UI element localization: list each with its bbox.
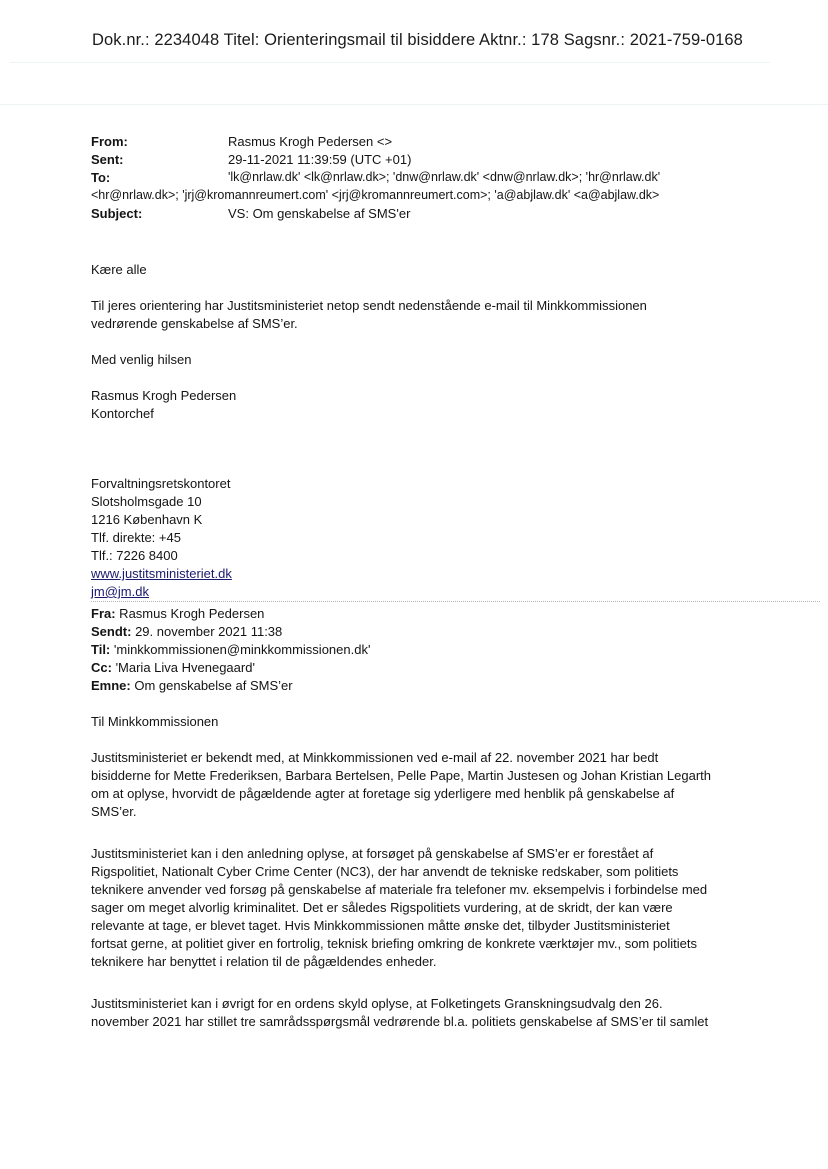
fwd-to — [91, 641, 370, 659]
forward-separator — [91, 601, 820, 602]
scan-artifact — [10, 62, 770, 63]
subject-label: Subject: — [91, 206, 143, 221]
phone-main: Tlf.: 7226 8400 — [91, 548, 178, 563]
sent-label: Sent: — [91, 152, 124, 167]
city-address: 1216 København K — [91, 512, 203, 527]
from-label: From: — [91, 134, 128, 149]
fwd-cc — [91, 659, 255, 677]
fwd-from-label: Fra: — [91, 606, 116, 621]
paragraph-line: november 2021 har stillet tre samrådsspørgsmål vedrørende bl.a. politiets genskabelse af SMS’er til samlet — [91, 1014, 709, 1029]
street-address: Slotsholmsgade 10 — [91, 494, 202, 509]
greeting: Kære alle — [91, 262, 147, 277]
fwd-salutation: Til Minkkommissionen — [91, 714, 219, 729]
paragraph-line: Justitsministeriet kan i den anledning oplyse, at forsøget på genskabelse af SMS’er er forestået af — [91, 846, 654, 861]
paragraph-1 — [91, 750, 711, 822]
paragraph-line: fortsat gerne, at politiet giver en fortrolig, teknisk briefing omkring de konkrete værktøjer mv., som politiets — [91, 936, 697, 951]
paragraph-line: Justitsministeriet er bekendt med, at Minkkommissionen ved e-mail af 22. november 2021 har bedt — [91, 750, 659, 765]
paragraph-line: sager om meget alvorlig kriminalitet. Det er således Rigspolitiets vurdering, at de skridt, der kan være — [91, 900, 673, 915]
email-link[interactable]: jm@jm.dk — [91, 584, 149, 599]
intro-line-2: vedrørende genskabelse af SMS’er. — [91, 316, 298, 331]
scan-artifact — [0, 104, 828, 105]
paragraph-line: bisidderne for Mette Frederiksen, Barbara Bertelsen, Pelle Pape, Martin Justesen og Johan Kristian Legarth — [91, 768, 712, 783]
fwd-sent-label: Sendt: — [91, 624, 132, 639]
fwd-subject — [91, 677, 293, 695]
fwd-from-value: Rasmus Krogh Pedersen — [115, 606, 265, 621]
fwd-sent — [91, 623, 282, 641]
fwd-cc-label: Cc: — [91, 660, 112, 675]
fwd-subject-value: Om genskabelse af SMS’er — [130, 678, 293, 693]
paragraph-line: Rigspolitiet, Nationalt Cyber Crime Center (NC3), der har anvendt de tekniske redskaber, som politiets — [91, 864, 679, 879]
paragraph-3 — [91, 996, 708, 1032]
paragraph-line: relevante at tage, er blevet taget. Hvis Minkkommissionen måtte ønske det, tilbyder Justitsministeriet — [91, 918, 670, 933]
paragraph-line: teknikere anvender ved forsøg på genskabelse af materiale fra telefoner mv. eksempelvis i forbindelse med — [91, 882, 708, 897]
fwd-to-label: Til: — [91, 642, 111, 657]
subject-value: VS: Om genskabelse af SMS'er — [228, 206, 411, 221]
closing: Med venlig hilsen — [91, 352, 192, 367]
sent-value: 29-11-2021 11:39:59 (UTC +01) — [228, 152, 412, 167]
signature-title: Kontorchef — [91, 406, 154, 421]
fwd-sent-value: 29. november 2021 11:38 — [131, 624, 283, 639]
paragraph-2 — [91, 846, 707, 972]
fwd-from — [91, 605, 264, 623]
fwd-subject-label: Emne: — [91, 678, 131, 693]
to-value-line2: <hr@nrlaw.dk>; 'jrj@kromannreumert.com' <jrj@kromannreumert.com>; 'a@abjlaw.dk' <a@abjlaw.dk> — [91, 188, 660, 202]
paragraph-line: om at oplyse, hvorvidt de pågældende agter at foretage sig yderligere med henblik på genskabelse af — [91, 786, 675, 801]
intro-line-1: Til jeres orientering har Justitsministeriet netop sendt nedenstående e-mail til Minkkommissionen — [91, 298, 647, 313]
from-value: Rasmus Krogh Pedersen <> — [228, 134, 393, 149]
paragraph-line: SMS’er. — [91, 804, 137, 819]
phone-direct: Tlf. direkte: +45 — [91, 530, 181, 545]
to-value-line1: 'lk@nrlaw.dk' <lk@nrlaw.dk>; 'dnw@nrlaw.dk' <dnw@nrlaw.dk>; 'hr@nrlaw.dk' — [228, 170, 661, 184]
to-label: To: — [91, 170, 111, 185]
signature-name: Rasmus Krogh Pedersen — [91, 388, 237, 403]
paragraph-line: Justitsministeriet kan i øvrigt for en ordens skyld oplyse, at Folketingets Granskningsudvalg den 26. — [91, 996, 663, 1011]
paragraph-line: teknikere har benyttet i relation til de pågældendes enheder. — [91, 954, 437, 969]
fwd-to-value: 'minkkommissionen@minkkommissionen.dk' — [110, 642, 371, 657]
document-header: Dok.nr.: 2234048 Titel: Orienteringsmail til bisiddere Aktnr.: 178 Sagsnr.: 2021-759-0168 — [92, 31, 743, 49]
office-name: Forvaltningsretskontoret — [91, 476, 231, 491]
fwd-cc-value: 'Maria Liva Hvenegaard' — [111, 660, 255, 675]
website-link[interactable]: www.justitsministeriet.dk — [91, 566, 232, 581]
